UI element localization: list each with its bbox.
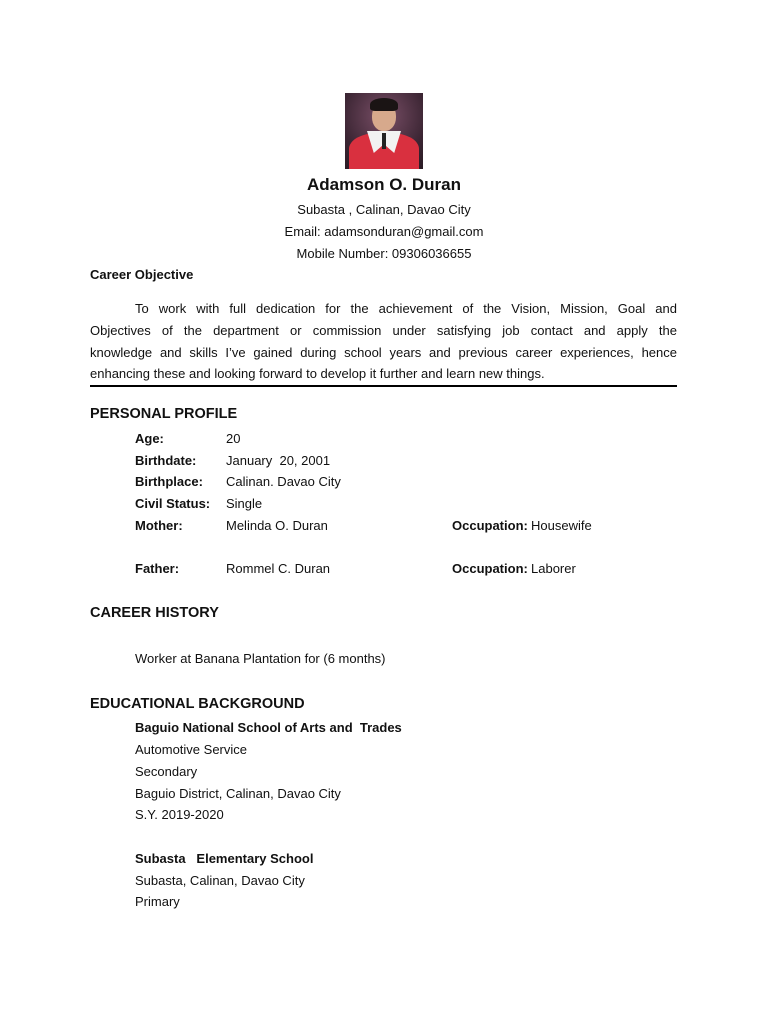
civil-status-value: Single xyxy=(226,496,263,511)
applicant-name: Adamson O. Duran xyxy=(307,175,461,194)
mother-occupation-value: Housewife xyxy=(531,518,592,533)
objective-line: To work with full dedication for the achievement of the Vision, Mission, Goal and xyxy=(135,301,677,316)
objective-line: enhancing these and looking forward to develop it further and learn new things. xyxy=(90,366,545,382)
civil-status-label: Civil Status: xyxy=(135,496,211,511)
school-level: Primary xyxy=(135,894,180,909)
birthplace-value: Calinan. Davao City xyxy=(226,474,341,489)
applicant-email: Email: adamsonduran@gmail.com xyxy=(284,224,484,239)
applicant-mobile: Mobile Number: 09306036655 xyxy=(296,246,472,261)
father-label: Father: xyxy=(135,561,180,576)
career-objective-heading: Career Objective xyxy=(90,267,194,282)
career-history-heading: CAREER HISTORY xyxy=(90,605,219,621)
birthplace-label: Birthplace: xyxy=(135,474,203,489)
school-address: Subasta, Calinan, Davao City xyxy=(135,873,305,888)
career-objective-text xyxy=(90,298,677,385)
father-occupation-value: Laborer xyxy=(531,561,576,576)
father-occupation-label: Occupation: xyxy=(452,561,528,576)
mother-value: Melinda O. Duran xyxy=(226,518,328,533)
mother-occupation-label: Occupation: xyxy=(452,518,528,533)
objective-line: Objectives of the department or commission under satisfying job contact and apply the xyxy=(90,322,677,338)
birthdate-label: Birthdate: xyxy=(135,453,197,468)
applicant-address: Subasta , Calinan, Davao City xyxy=(297,202,471,217)
birthdate-value: January 20, 2001 xyxy=(226,453,331,468)
personal-profile-heading: PERSONAL PROFILE xyxy=(90,406,238,422)
mother-label: Mother: xyxy=(135,518,183,533)
school-course: Automotive Service xyxy=(135,742,247,757)
school-year: S.Y. 2019-2020 xyxy=(135,807,224,822)
education-heading: EDUCATIONAL BACKGROUND xyxy=(90,696,305,712)
father-value: Rommel C. Duran xyxy=(226,561,331,576)
career-history-item: Worker at Banana Plantation for (6 months) xyxy=(135,651,386,666)
objective-line: knowledge and skills I’ve gained during school years and previous career experiences, hence xyxy=(90,344,677,360)
age-label: Age: xyxy=(135,431,164,446)
school-name: Subasta Elementary School xyxy=(135,851,314,866)
school-address: Baguio District, Calinan, Davao City xyxy=(135,786,341,801)
school-name: Baguio National School of Arts and Trades xyxy=(135,720,402,735)
profile-photo xyxy=(345,93,423,169)
section-divider xyxy=(90,385,677,387)
age-value: 20 xyxy=(226,431,241,446)
school-level: Secondary xyxy=(135,764,198,779)
